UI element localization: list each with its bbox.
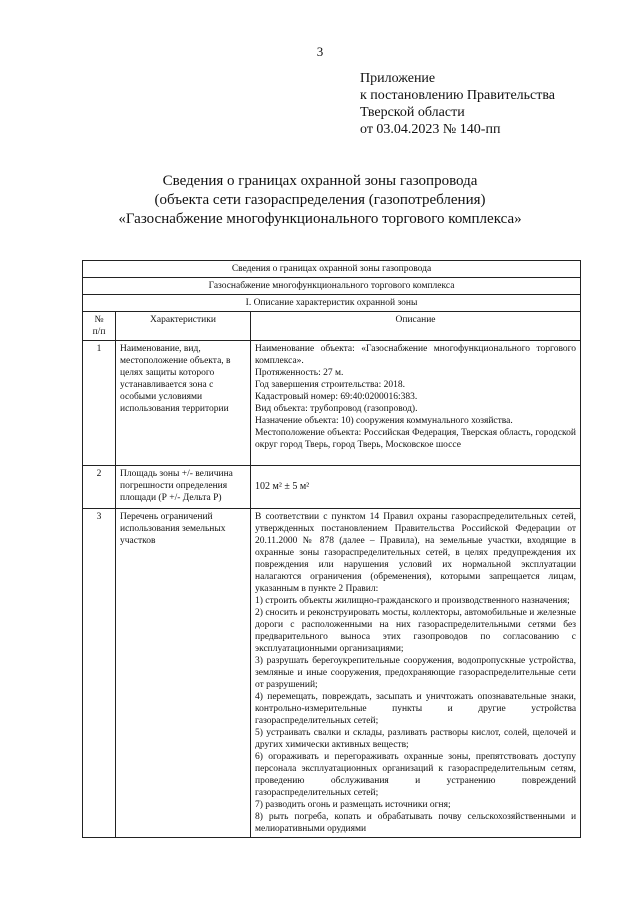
title-line: (объекта сети газораспределения (газопотребления) — [154, 192, 486, 208]
area-value: 102 м² ± 5 м² — [255, 481, 310, 492]
desc-line: 3) разрушать берегоукрепительные сооружения, водопропускные устройства, земляные и иные сооружения, предохраняющие газораспределительные сети от разрушений; — [255, 656, 577, 690]
col-header-description: Описание — [251, 312, 581, 341]
table-row — [83, 341, 581, 466]
row-description — [251, 509, 581, 838]
appendix-line: Тверской области — [360, 105, 465, 120]
col-header-characteristics: Характеристики — [116, 312, 251, 341]
desc-line: Наименование объекта: «Газоснабжение многофункционального торгового комплекса». — [255, 344, 577, 366]
appendix-date: от 03.04.2023 № 140-пп — [360, 122, 501, 137]
desc-line: 4) перемещать, повреждать, засыпать и уничтожать опознавательные знаки, контрольно-измерительные пункты и другие устройства газораспределительных сетей; — [255, 692, 577, 726]
table-section: I. Описание характеристик охранной зоны — [83, 295, 581, 312]
col-header-num: № п/п — [83, 312, 116, 341]
desc-line: Назначение объекта: 10) сооружения коммунального хозяйства. — [255, 416, 513, 426]
desc-line: Протяженность: 27 м. — [255, 368, 344, 378]
page-number: 3 — [316, 44, 324, 59]
appendix-line: к постановлению Правительства — [360, 88, 556, 103]
zone-table — [82, 260, 581, 838]
row-description — [251, 341, 581, 466]
desc-line: Кадастровый номер: 69:40:0200016:383. — [255, 392, 418, 402]
desc-line: 2) сносить и реконструировать мосты, коллекторы, автомобильные и железные дороги с расположенными на них газораспределительными сетями без предварительного выноса этих газопроводов по согласованию с эксплуатационными организациями; — [255, 608, 577, 654]
desc-line: 1) строить объекты жилищно-гражданского и производственного назначения; — [255, 596, 570, 606]
desc-line: Год завершения строительства: 2018. — [255, 380, 405, 390]
row-number: 1 — [83, 341, 116, 466]
row-number: 3 — [83, 509, 116, 838]
table-row — [83, 466, 581, 509]
row-description — [251, 466, 581, 509]
appendix-line: Приложение — [360, 71, 436, 86]
document-title — [0, 172, 640, 229]
table-row — [83, 509, 581, 838]
desc-line: В соответствии с пунктом 14 Правил охраны газораспределительных сетей, утвержденных постановлением Правительства Российской Федерации от 20.11.2000 № 878 (далее – Правила), на земельные участки, входящие в охранные зоны газораспределительных сетей, в целях предупреждения их повреждения или нарушения условий их нормальной эксплуатации налагаются ограничения (обременения), которыми запрещается лицам, указанным в пункте 2 Правил: — [255, 512, 577, 594]
table-caption: Сведения о границах охранной зоны газопровода — [83, 261, 581, 278]
title-line: «Газоснабжение многофункционального торгового комплекса» — [118, 211, 522, 227]
row-characteristic: Площадь зоны +/- величина погрешности определения площади (Р +/- Дельта Р) — [116, 466, 251, 509]
row-number: 2 — [83, 466, 116, 509]
desc-line: 7) разводить огонь и размещать источники огня; — [255, 800, 451, 810]
table-object: Газоснабжение многофункционального торгового комплекса — [83, 278, 581, 295]
desc-line: Вид объекта: трубопровод (газопровод). — [255, 404, 418, 414]
appendix-block — [360, 70, 555, 138]
row-characteristic: Наименование, вид, местоположение объекта, в целях защиты которого устанавливается зона с особыми условиями использования территории — [116, 341, 251, 466]
title-line: Сведения о границах охранной зоны газопровода — [162, 173, 478, 189]
desc-line: Местоположение объекта: Российская Федерация, Тверская область, городской округ город Тверь, город Тверь, Московское шоссе — [255, 428, 577, 450]
row-characteristic: Перечень ограничений использования земельных участков — [116, 509, 251, 838]
desc-line: 8) рыть погреба, копать и обрабатывать почву сельскохозяйственными и мелиоративными орудиями — [255, 812, 577, 834]
desc-line: 6) огораживать и перегораживать охранные зоны, препятствовать доступу персонала эксплуатационных организаций к газораспределительным сетям, проведению обслуживания и устранению повреждений газораспределительных сетей; — [255, 752, 577, 798]
desc-line: 5) устраивать свалки и склады, разливать растворы кислот, солей, щелочей и других химически активных веществ; — [255, 728, 577, 750]
